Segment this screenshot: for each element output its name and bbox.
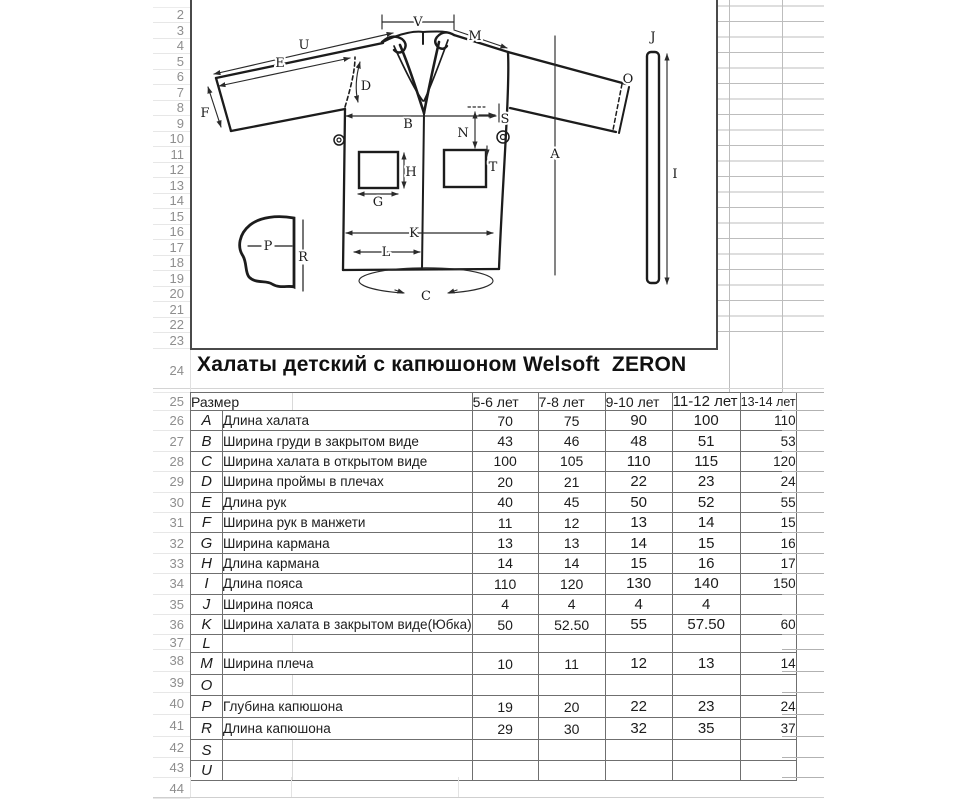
param-name-cell[interactable]	[223, 740, 473, 761]
value-cell[interactable]	[538, 675, 605, 696]
value-cell[interactable]: 23	[672, 696, 740, 718]
row-header[interactable]: 33	[153, 554, 190, 574]
col-header-9-10[interactable]: 9-10 лет	[605, 393, 672, 411]
row-header[interactable]: 12	[153, 163, 190, 179]
diagram-label-f: F	[200, 106, 210, 121]
value-cell[interactable]: 20	[538, 696, 605, 718]
size-header-cell[interactable]: Размер	[191, 393, 473, 411]
diagram-label-g: G	[372, 195, 384, 210]
value-cell[interactable]: 100	[472, 451, 538, 471]
value-cell[interactable]: 35	[672, 718, 740, 740]
grid-stub	[782, 634, 824, 635]
row-header[interactable]: 11	[153, 147, 190, 163]
value-cell[interactable]: 22	[605, 472, 672, 492]
value-cell[interactable]: 110	[472, 574, 538, 594]
table-row	[191, 472, 797, 492]
param-name-cell[interactable]	[223, 675, 473, 696]
row-header[interactable]: 38	[153, 650, 190, 672]
value-cell[interactable]: 52.50	[538, 614, 605, 634]
table-row	[191, 492, 797, 512]
value-cell[interactable]: 30	[538, 718, 605, 740]
diagram-label-k: K	[409, 226, 419, 241]
value-cell[interactable]: 110	[605, 451, 672, 471]
value-cell[interactable]: 11	[472, 512, 538, 532]
param-name-cell[interactable]: Длина рук	[223, 492, 473, 512]
grid-stub	[782, 512, 824, 513]
row-header[interactable]: 23	[153, 333, 190, 349]
value-cell[interactable]: 100	[672, 411, 740, 431]
value-cell[interactable]: 4	[538, 594, 605, 614]
row-header[interactable]: 15	[153, 209, 190, 225]
diagram-label-c: C	[421, 289, 431, 304]
param-name-cell[interactable]: Длина халата	[223, 411, 473, 431]
table-row	[191, 718, 797, 740]
value-cell[interactable]: 20	[472, 472, 538, 492]
param-name-cell[interactable]: Ширина груди в закрытом виде	[223, 431, 473, 451]
value-cell[interactable]: 13	[472, 533, 538, 553]
row-header[interactable]: 44	[153, 778, 190, 799]
param-name-cell[interactable]: Ширина кармана	[223, 533, 473, 553]
value-cell[interactable]: 43	[472, 431, 538, 451]
value-cell[interactable]: 60	[740, 614, 796, 634]
row-header[interactable]: 19	[153, 271, 190, 287]
row-header[interactable]: 9	[153, 116, 190, 132]
value-cell[interactable]: 4	[472, 594, 538, 614]
value-cell[interactable]: 48	[605, 431, 672, 451]
value-cell[interactable]: 115	[672, 451, 740, 471]
table-row	[191, 614, 797, 634]
letter-cell[interactable]: F	[191, 512, 223, 532]
diagram-label-n: N	[457, 126, 469, 141]
value-cell[interactable]: 29	[472, 718, 538, 740]
sheet-gridline-vertical	[458, 777, 459, 797]
letter-cell[interactable]: H	[191, 553, 223, 573]
row-header[interactable]: 30	[153, 493, 190, 513]
letter-cell[interactable]: D	[191, 472, 223, 492]
row-header[interactable]: 32	[153, 533, 190, 553]
grid-stub	[782, 594, 824, 595]
value-cell[interactable]: 46	[538, 431, 605, 451]
param-name-cell[interactable]	[223, 761, 473, 781]
value-cell[interactable]	[538, 635, 605, 653]
row-header[interactable]: 13	[153, 178, 190, 194]
table-row	[191, 553, 797, 573]
table-row	[191, 653, 797, 675]
table-row	[191, 411, 797, 431]
value-cell[interactable]	[740, 594, 796, 614]
row-header[interactable]: 26	[153, 411, 190, 431]
letter-cell[interactable]: G	[191, 533, 223, 553]
sheet-gridline-row44	[153, 797, 824, 798]
value-cell[interactable]: 11	[538, 653, 605, 675]
diagram-label-p: P	[263, 239, 273, 254]
value-cell[interactable]: 57.50	[672, 614, 740, 634]
value-cell[interactable]	[472, 675, 538, 696]
value-cell[interactable]: 90	[605, 411, 672, 431]
value-cell[interactable]: 10	[472, 653, 538, 675]
diagram-label-e: E	[275, 56, 285, 71]
grid-stub	[782, 649, 824, 650]
value-cell[interactable]: 150	[740, 574, 796, 594]
value-cell[interactable]: 15	[672, 533, 740, 553]
value-cell[interactable]: 40	[472, 492, 538, 512]
letter-cell[interactable]: U	[191, 761, 223, 781]
row-header[interactable]: 7	[153, 85, 190, 101]
row-header[interactable]: 14	[153, 194, 190, 210]
row-header[interactable]: 39	[153, 672, 190, 693]
value-cell[interactable]	[672, 635, 740, 653]
value-cell[interactable]	[672, 761, 740, 781]
diagram-label-a: A	[550, 147, 560, 162]
value-cell[interactable]: 14	[672, 512, 740, 532]
value-cell[interactable]: 50	[605, 492, 672, 512]
param-name-cell[interactable]	[223, 635, 473, 653]
grid-stub	[782, 492, 824, 493]
grid-stub	[782, 553, 824, 554]
value-cell[interactable]: 105	[538, 451, 605, 471]
row-header[interactable]: 8	[153, 101, 190, 117]
diagram-label-d: D	[360, 79, 372, 94]
diagram-label-j: J	[650, 30, 656, 45]
sheet-title[interactable]: Халаты детский с капюшоном Welsoft ZERON	[197, 353, 687, 376]
value-cell[interactable]	[538, 761, 605, 781]
letter-cell[interactable]: M	[191, 653, 223, 675]
row-header[interactable]: 27	[153, 431, 190, 451]
table-row	[191, 635, 797, 653]
letter-cell[interactable]: A	[191, 411, 223, 431]
value-cell[interactable]: 14	[740, 653, 796, 675]
table-row	[191, 451, 797, 471]
row-header[interactable]: 40	[153, 693, 190, 715]
grid-stub	[782, 777, 824, 778]
letter-cell[interactable]: B	[191, 431, 223, 451]
row-header[interactable]: 17	[153, 240, 190, 256]
sheet-gridline-row24	[153, 388, 824, 389]
value-cell[interactable]: 13	[672, 653, 740, 675]
table-row	[191, 431, 797, 451]
row-header[interactable]: 25	[153, 393, 190, 411]
row-header-column	[153, 7, 190, 800]
value-cell[interactable]: 110	[740, 411, 796, 431]
letter-cell[interactable]: J	[191, 594, 223, 614]
row-header[interactable]: 4	[153, 39, 190, 55]
param-name-cell[interactable]: Длина кармана	[223, 553, 473, 573]
letter-cell[interactable]: K	[191, 614, 223, 634]
row-header[interactable]: 3	[153, 23, 190, 39]
value-cell[interactable]: 24	[740, 696, 796, 718]
grid-stub	[782, 410, 824, 411]
diagram-label-b: B	[403, 117, 413, 132]
value-cell[interactable]	[605, 761, 672, 781]
row-header[interactable]: 10	[153, 132, 190, 148]
row-header[interactable]: 18	[153, 256, 190, 272]
sheet-gridline-vertical	[782, 0, 783, 392]
sheet-gridline-vertical	[190, 348, 191, 392]
sheet-gridlines-top-right	[718, 0, 824, 348]
row-header[interactable]: 36	[153, 615, 190, 635]
row-header[interactable]: 31	[153, 513, 190, 533]
sheet-gridline-vertical	[190, 777, 191, 797]
grid-stub	[782, 451, 824, 452]
col-header-13-14[interactable]: 13-14 лет	[740, 394, 796, 409]
row-header[interactable]: 6	[153, 70, 190, 86]
grid-stub	[782, 573, 824, 574]
diagram-label-m: M	[468, 29, 482, 44]
grid-stub	[782, 614, 824, 615]
value-cell[interactable]	[605, 635, 672, 653]
value-cell[interactable]: 55	[605, 614, 672, 634]
size-table	[190, 392, 797, 781]
value-cell[interactable]: 14	[472, 553, 538, 573]
diagram-label-h: H	[405, 165, 417, 180]
value-cell[interactable]: 19	[472, 696, 538, 718]
value-cell[interactable]: 50	[472, 614, 538, 634]
row-header[interactable]: 22	[153, 318, 190, 334]
letter-cell[interactable]: L	[191, 635, 223, 653]
value-cell[interactable]: 14	[538, 553, 605, 573]
value-cell[interactable]	[472, 740, 538, 761]
row-header[interactable]: 21	[153, 302, 190, 318]
param-name-cell[interactable]: Длина пояса	[223, 574, 473, 594]
diagram-label-r: R	[298, 250, 308, 265]
value-cell[interactable]	[605, 740, 672, 761]
value-cell[interactable]: 16	[672, 553, 740, 573]
value-cell[interactable]: 12	[605, 653, 672, 675]
value-cell[interactable]: 13	[538, 533, 605, 553]
value-cell[interactable]: 53	[740, 431, 796, 451]
param-name-cell[interactable]: Глубина капюшона	[223, 696, 473, 718]
value-cell[interactable]: 37	[740, 718, 796, 740]
param-name-cell[interactable]: Ширина рук в манжети	[223, 512, 473, 532]
value-cell[interactable]: 55	[740, 492, 796, 512]
value-cell[interactable]: 13	[605, 512, 672, 532]
table-header-row	[191, 393, 797, 411]
value-cell[interactable]: 21	[538, 472, 605, 492]
value-cell[interactable]: 15	[740, 512, 796, 532]
table-row	[191, 594, 797, 614]
value-cell[interactable]: 24	[740, 472, 796, 492]
value-cell[interactable]: 52	[672, 492, 740, 512]
grid-stub	[782, 430, 824, 431]
value-cell[interactable]: 15	[605, 553, 672, 573]
param-name-cell[interactable]: Ширина халата в закрытом виде(Юбка)	[223, 614, 473, 634]
row-header[interactable]: 5	[153, 54, 190, 70]
value-cell[interactable]: 16	[740, 533, 796, 553]
row-header[interactable]: 2	[153, 8, 190, 24]
value-cell[interactable]	[472, 635, 538, 653]
col-header-7-8[interactable]: 7-8 лет	[538, 393, 605, 411]
row-header[interactable]: 34	[153, 574, 190, 594]
table-row	[191, 740, 797, 761]
param-name-cell[interactable]: Длина капюшона	[223, 718, 473, 740]
letter-cell[interactable]: R	[191, 718, 223, 740]
col-header-5-6[interactable]: 5-6 лет	[472, 393, 538, 411]
row-header[interactable]: 29	[153, 472, 190, 492]
row-header[interactable]: 42	[153, 737, 190, 758]
diagram-label-t: T	[488, 160, 498, 175]
value-cell[interactable]: 45	[538, 492, 605, 512]
diagram-label-s: S	[500, 112, 510, 127]
param-name-cell[interactable]: Ширина проймы в плечах	[223, 472, 473, 492]
value-cell[interactable]	[672, 740, 740, 761]
diagram-label-l: L	[381, 245, 391, 260]
letter-cell[interactable]: I	[191, 574, 223, 594]
diagram-label-v: V	[413, 15, 423, 30]
param-name-cell[interactable]: Ширина пояса	[223, 594, 473, 614]
value-cell[interactable]: 23	[672, 472, 740, 492]
diagram-label-i: I	[672, 167, 678, 182]
grid-stub	[782, 392, 824, 393]
grid-stub	[782, 532, 824, 533]
grid-stub	[782, 671, 824, 672]
grid-stub	[782, 757, 824, 758]
grid-stub	[782, 471, 824, 472]
grid-stub	[782, 692, 824, 693]
param-name-cell[interactable]: Ширина халата в открытом виде	[223, 451, 473, 471]
row-header[interactable]: 35	[153, 595, 190, 615]
value-cell[interactable]: 17	[740, 553, 796, 573]
letter-cell[interactable]: S	[191, 740, 223, 761]
table-row	[191, 696, 797, 718]
value-cell[interactable]	[472, 761, 538, 781]
value-cell[interactable]: 130	[605, 574, 672, 594]
robe-diagram-frame[interactable]	[190, 0, 718, 350]
row-header[interactable]: 24	[153, 349, 190, 394]
value-cell[interactable]	[672, 675, 740, 696]
letter-cell[interactable]: E	[191, 492, 223, 512]
letter-cell[interactable]: P	[191, 696, 223, 718]
value-cell[interactable]: 4	[605, 594, 672, 614]
col-header-11-12[interactable]: 11-12 лет	[672, 393, 740, 411]
table-row	[191, 574, 797, 594]
grid-stub	[782, 736, 824, 737]
value-cell[interactable]: 140	[672, 574, 740, 594]
table-row	[191, 512, 797, 532]
value-cell[interactable]: 70	[472, 411, 538, 431]
value-cell[interactable]: 4	[672, 594, 740, 614]
robe-sketch	[192, 0, 716, 348]
letter-cell[interactable]: O	[191, 675, 223, 696]
table-row	[191, 675, 797, 696]
value-cell[interactable]: 120	[538, 574, 605, 594]
value-cell[interactable]	[538, 740, 605, 761]
row-header[interactable]: 43	[153, 758, 190, 778]
value-cell[interactable]: 32	[605, 718, 672, 740]
value-cell[interactable]: 22	[605, 696, 672, 718]
table-row	[191, 761, 797, 781]
value-cell[interactable]: 120	[740, 451, 796, 471]
diagram-label-o: O	[622, 72, 634, 87]
row-header[interactable]: 37	[153, 635, 190, 650]
table-row	[191, 533, 797, 553]
value-cell[interactable]: 75	[538, 411, 605, 431]
value-cell[interactable]: 12	[538, 512, 605, 532]
letter-cell[interactable]: C	[191, 451, 223, 471]
grid-stub	[782, 714, 824, 715]
row-header[interactable]: 28	[153, 452, 190, 472]
row-header[interactable]: 16	[153, 225, 190, 241]
row-header[interactable]: 20	[153, 287, 190, 303]
diagram-label-u: U	[298, 38, 310, 53]
value-cell[interactable]	[605, 675, 672, 696]
sheet-gridline-vertical	[729, 0, 730, 392]
value-cell[interactable]: 51	[672, 431, 740, 451]
value-cell[interactable]: 14	[605, 533, 672, 553]
row-header[interactable]: 41	[153, 715, 190, 737]
sheet-gridline-vertical	[291, 777, 292, 797]
param-name-cell[interactable]: Ширина плеча	[223, 653, 473, 675]
